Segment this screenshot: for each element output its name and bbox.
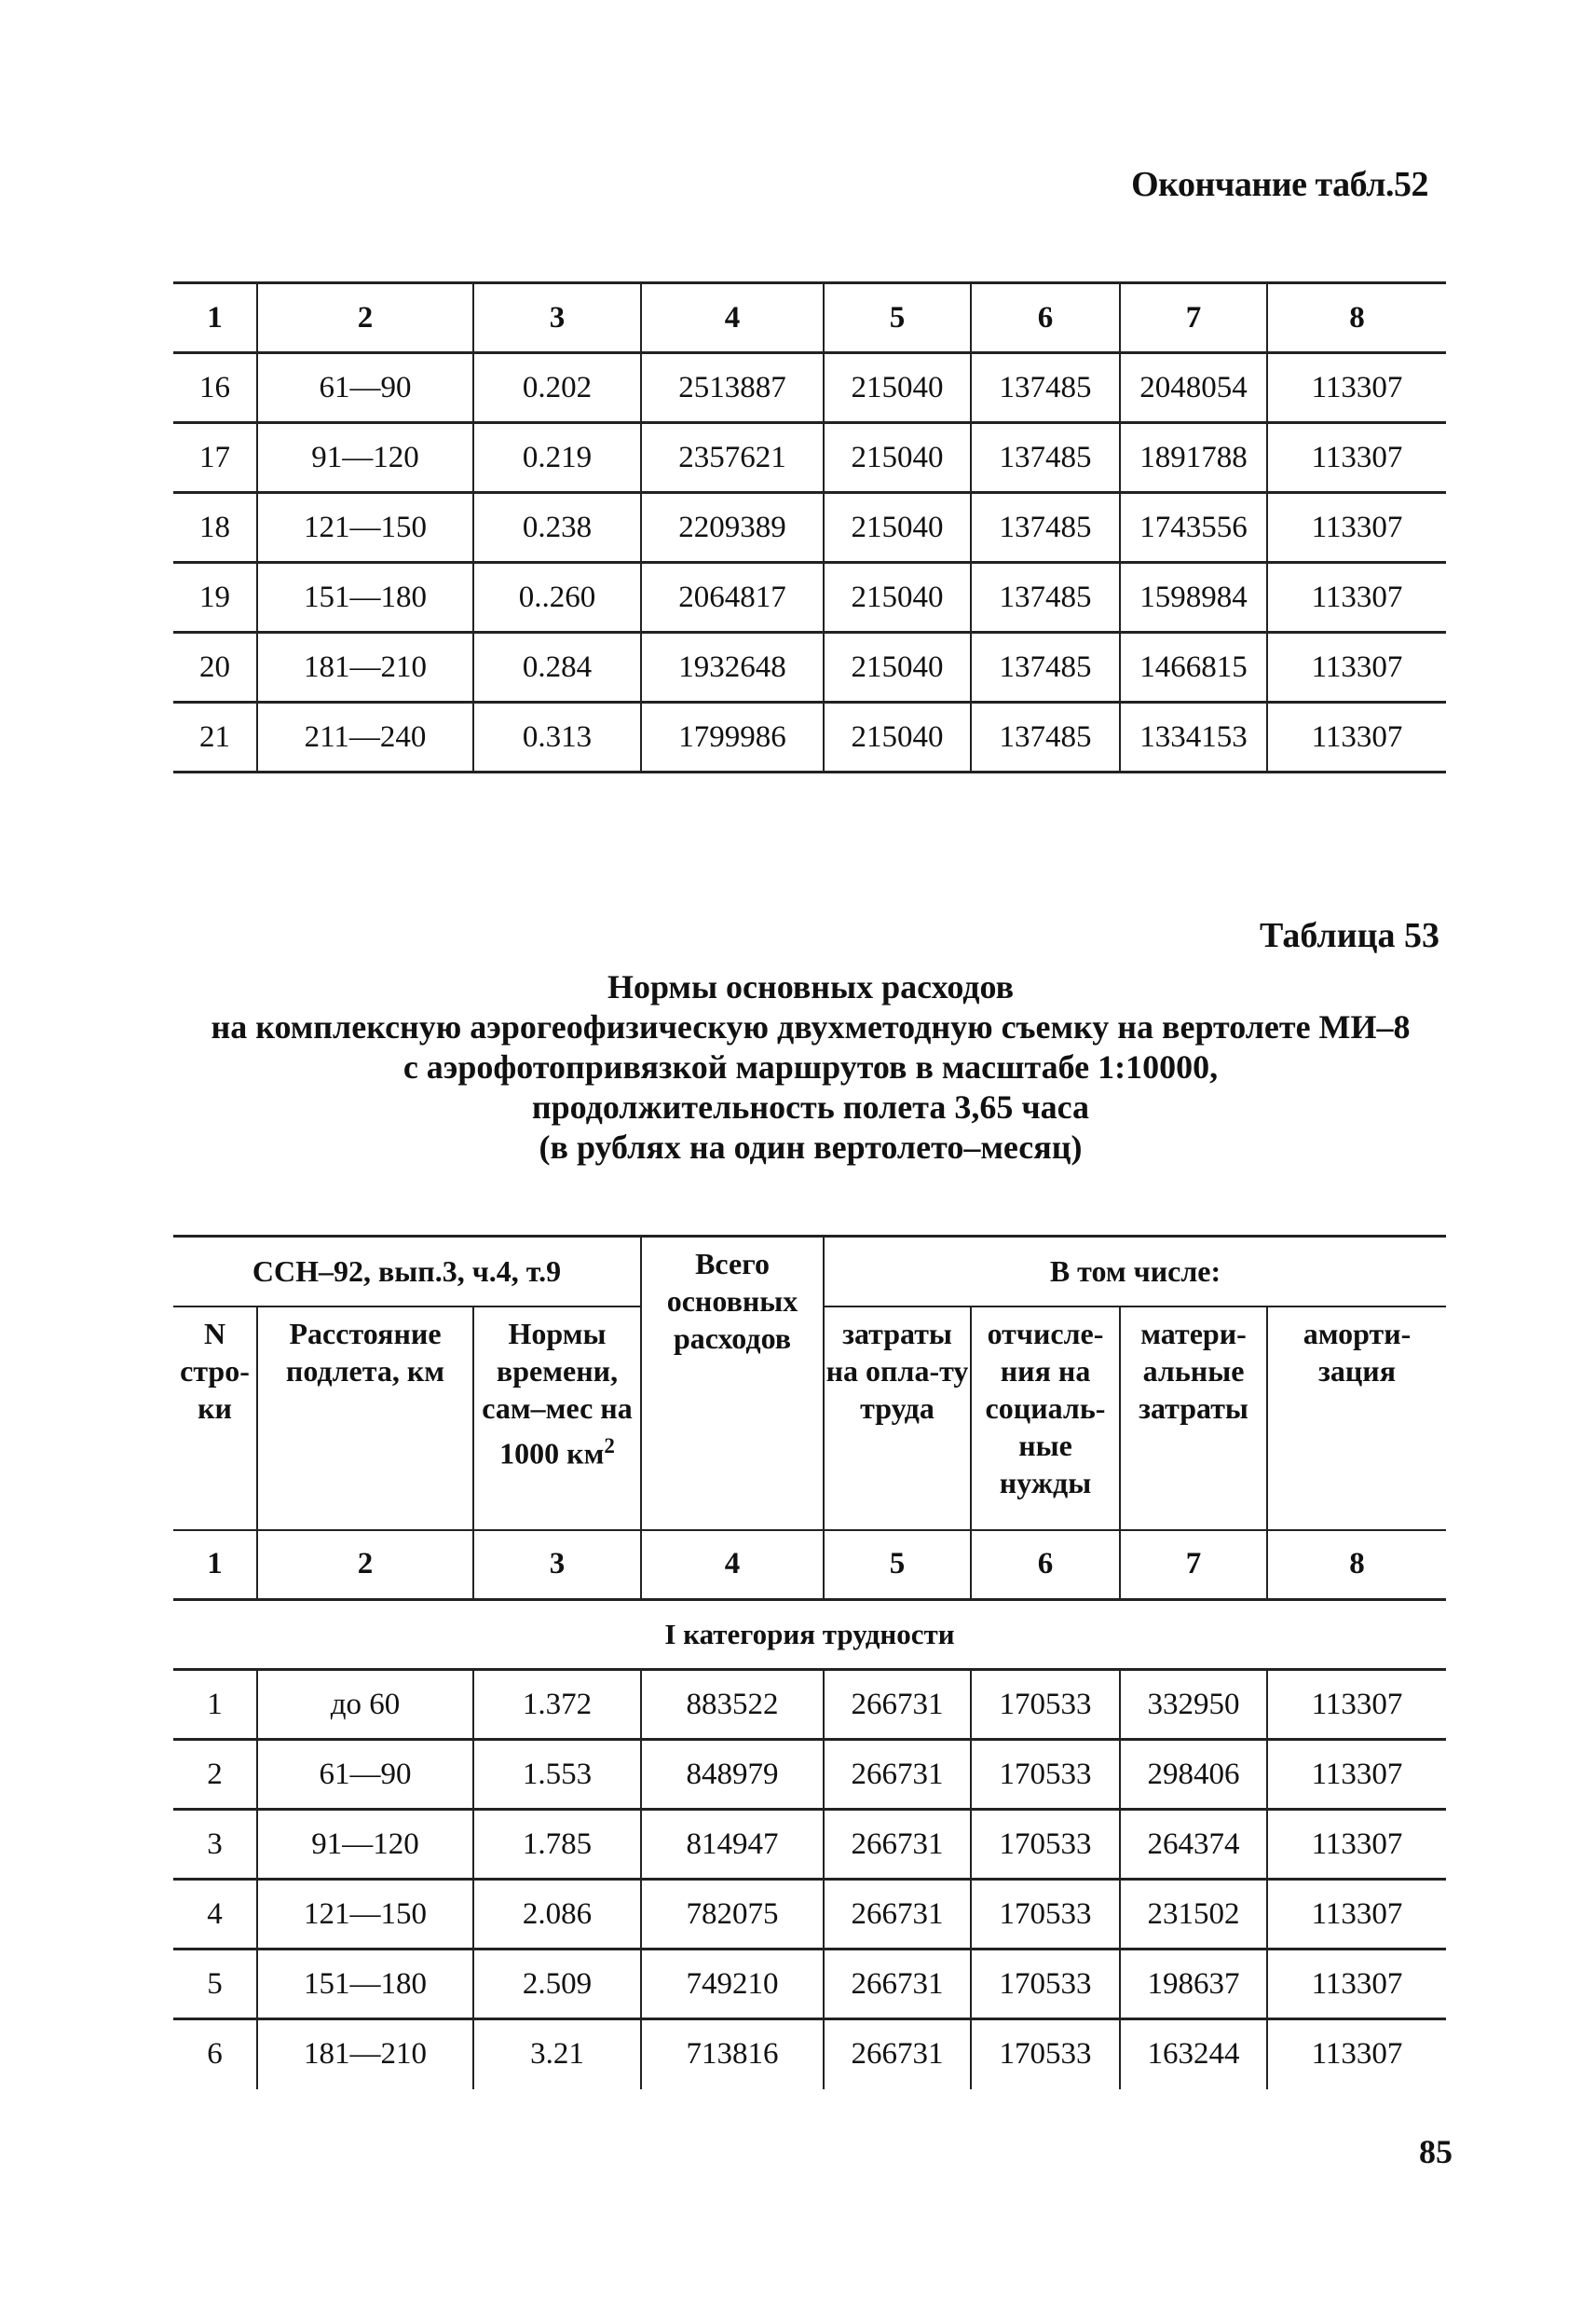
- column-number: 2: [257, 1530, 473, 1600]
- table-52-header-row: [173, 283, 1446, 353]
- table-cell: 137485: [971, 633, 1120, 703]
- table-cell: 266731: [824, 2019, 971, 2089]
- table-cell: 113307: [1267, 2019, 1446, 2089]
- table-cell: 1.553: [473, 1740, 641, 1810]
- table-cell: 113307: [1267, 703, 1446, 773]
- table-cell: 1932648: [641, 633, 824, 703]
- table-cell: 215040: [824, 423, 971, 493]
- table-row: [173, 563, 1446, 633]
- table-cell: 170533: [971, 1670, 1120, 1740]
- table-cell: 170533: [971, 1880, 1120, 1949]
- table-cell: 0.313: [473, 703, 641, 773]
- table-cell: 266731: [824, 1880, 971, 1949]
- table-cell: 198637: [1120, 1949, 1267, 2019]
- table-cell: 264374: [1120, 1810, 1267, 1880]
- table-cell: 814947: [641, 1810, 824, 1880]
- column-number: 1: [207, 1547, 223, 1581]
- table-row: [173, 493, 1446, 563]
- table-row: [173, 353, 1446, 423]
- table-cell: 61—90: [257, 353, 473, 423]
- table-cell: 151—180: [257, 563, 473, 633]
- table-cell: 215040: [824, 703, 971, 773]
- header-row-1: [173, 1237, 1446, 1306]
- table-cell: 181—210: [257, 633, 473, 703]
- header-row-number: N стро-ки: [180, 1316, 250, 1425]
- table-cell: 113307: [1267, 353, 1446, 423]
- table-cell: 2209389: [641, 493, 824, 563]
- table-row: [173, 633, 1446, 703]
- table-cell: 137485: [971, 423, 1120, 493]
- header-distance: Расстояние подлета, км: [257, 1306, 473, 1530]
- column-number: 6: [971, 1530, 1120, 1600]
- table-cell: 266731: [824, 1810, 971, 1880]
- header-cell: 3: [473, 283, 641, 353]
- table-cell: 170533: [971, 1740, 1120, 1810]
- title-line: (в рублях на один вертолето–месяц): [539, 1129, 1083, 1166]
- continuation-caption: Окончание табл.52: [1131, 165, 1428, 204]
- header-cell: 6: [971, 283, 1120, 353]
- table-cell: 2064817: [641, 563, 824, 633]
- title-line: продолжительность полета 3,65 часа: [531, 1088, 1090, 1126]
- table-cell: 713816: [641, 2019, 824, 2089]
- table-cell: 4: [207, 1896, 223, 1931]
- table-cell: 113307: [1267, 1810, 1446, 1880]
- table-cell: 2: [207, 1757, 223, 1791]
- table-cell: 170533: [971, 1810, 1120, 1880]
- table-cell: 113307: [1267, 1880, 1446, 1949]
- header-norms-cell: [473, 1306, 641, 1530]
- table-53-title: [130, 967, 1491, 1168]
- header-cell: 7: [1120, 283, 1267, 353]
- table-cell: 0.219: [473, 423, 641, 493]
- table-cell: 0.202: [473, 353, 641, 423]
- table-row: [173, 1740, 1446, 1810]
- table-cell: 21: [199, 719, 230, 754]
- table-cell: 61—90: [257, 1740, 473, 1810]
- table-cell: 0.238: [473, 493, 641, 563]
- table-cell: 1334153: [1120, 703, 1267, 773]
- table-cell: 137485: [971, 563, 1120, 633]
- table-cell: 332950: [1120, 1670, 1267, 1740]
- column-number-row: [173, 1530, 1446, 1600]
- table-cell: 6: [207, 2037, 223, 2072]
- table-cell: 2.086: [473, 1880, 641, 1949]
- table-row: [173, 703, 1446, 773]
- column-number: 8: [1267, 1530, 1446, 1600]
- table-53-label: Таблица 53: [1259, 916, 1439, 955]
- category-label: I категория трудности: [664, 1618, 955, 1650]
- column-number: 5: [824, 1530, 971, 1600]
- header-labor-costs: затраты на опла-ту труда: [824, 1306, 971, 1530]
- header-norms-superscript: 2: [604, 1432, 615, 1457]
- header-cell: 2: [257, 283, 473, 353]
- table-cell: 883522: [641, 1670, 824, 1740]
- header-material-costs: матери-альные затраты: [1120, 1306, 1267, 1530]
- table-cell: 1743556: [1120, 493, 1267, 563]
- table-cell: 137485: [971, 353, 1120, 423]
- table-cell: 121—150: [257, 493, 473, 563]
- table-cell: 113307: [1267, 493, 1446, 563]
- table-cell: 113307: [1267, 1949, 1446, 2019]
- table-cell: 113307: [1267, 633, 1446, 703]
- table-cell: 2.509: [473, 1949, 641, 2019]
- table-cell: 0.284: [473, 633, 641, 703]
- table-cell: 113307: [1267, 1670, 1446, 1740]
- header-norms: Нормы времени, сам–мес на 1000 км: [482, 1316, 633, 1471]
- table-cell: 298406: [1120, 1740, 1267, 1810]
- title-line: Нормы основных расходов: [607, 968, 1015, 1006]
- table-cell: 16: [199, 370, 230, 404]
- table-cell: 215040: [824, 563, 971, 633]
- table-cell: 91—120: [257, 1810, 473, 1880]
- table-cell: 91—120: [257, 423, 473, 493]
- table-cell: 113307: [1267, 1740, 1446, 1810]
- table-cell: 782075: [641, 1880, 824, 1949]
- table-cell: 266731: [824, 1740, 971, 1810]
- title-line: с аэрофотопривязкой маршрутов в масштабе 1:10000,: [402, 1048, 1219, 1086]
- table-cell: 1.785: [473, 1810, 641, 1880]
- header-including: В том числе:: [824, 1237, 1446, 1306]
- table-row: [173, 1810, 1446, 1880]
- table-cell: 2357621: [641, 423, 824, 493]
- table-row: [173, 1949, 1446, 2019]
- table-cell: 266731: [824, 1670, 971, 1740]
- header-ssn-group: ССН–92, вып.3, ч.4, т.9: [173, 1237, 641, 1306]
- table-cell: 170533: [971, 1949, 1120, 2019]
- table-cell: 181—210: [257, 2019, 473, 2089]
- table-cell: 170533: [971, 2019, 1120, 2089]
- header-amortization: аморти-зация: [1267, 1306, 1446, 1530]
- table-cell: 1799986: [641, 703, 824, 773]
- table-52-continuation: [173, 281, 1446, 773]
- table-cell: 848979: [641, 1740, 824, 1810]
- table-cell: до 60: [257, 1670, 473, 1740]
- table-row: [173, 423, 1446, 493]
- table-cell: 18: [199, 510, 230, 544]
- table-cell: 19: [199, 580, 230, 614]
- table-cell: 137485: [971, 493, 1120, 563]
- table-cell: 0..260: [473, 563, 641, 633]
- table-cell: 266731: [824, 1949, 971, 2019]
- table-cell: 163244: [1120, 2019, 1267, 2089]
- table-cell: 3: [207, 1826, 223, 1861]
- table-cell: 5: [207, 1966, 223, 2001]
- table-cell: 1: [207, 1687, 223, 1721]
- category-row: [173, 1600, 1446, 1670]
- table-cell: 2048054: [1120, 353, 1267, 423]
- table-cell: 215040: [824, 353, 971, 423]
- table-cell: 215040: [824, 493, 971, 563]
- table-cell: 121—150: [257, 1880, 473, 1949]
- page-number: 85: [1419, 2133, 1453, 2170]
- table-cell: 1.372: [473, 1670, 641, 1740]
- table-cell: 17: [199, 440, 230, 474]
- header-social-contributions: отчисле-ния на социаль-ные нужды: [971, 1306, 1120, 1530]
- column-number: 7: [1120, 1530, 1267, 1600]
- table-row: [173, 1880, 1446, 1949]
- header-cell: 1: [207, 300, 223, 335]
- table-53: [173, 1235, 1446, 2089]
- table-cell: 231502: [1120, 1880, 1267, 1949]
- table-cell: 215040: [824, 633, 971, 703]
- table-cell: 113307: [1267, 423, 1446, 493]
- table-row: [173, 2019, 1446, 2089]
- header-cell: 4: [641, 283, 824, 353]
- header-cell: 8: [1267, 283, 1446, 353]
- table-cell: 3.21: [473, 2019, 641, 2089]
- title-line: на комплексную аэрогеофизическую двухметодную съемку на вертолете МИ–8: [211, 1008, 1411, 1046]
- table-cell: 1466815: [1120, 633, 1267, 703]
- table-cell: 113307: [1267, 563, 1446, 633]
- table-cell: 749210: [641, 1949, 824, 2019]
- column-number: 4: [641, 1530, 824, 1600]
- table-cell: 211—240: [257, 703, 473, 773]
- table-cell: 137485: [971, 703, 1120, 773]
- header-total: Всего основных расходов: [641, 1237, 824, 1530]
- table-cell: 1891788: [1120, 423, 1267, 493]
- table-row: [173, 1670, 1446, 1740]
- table-cell: 2513887: [641, 353, 824, 423]
- header-cell: 5: [824, 283, 971, 353]
- table-cell: 20: [199, 650, 230, 684]
- column-number: 3: [473, 1530, 641, 1600]
- table-cell: 151—180: [257, 1949, 473, 2019]
- table-cell: 1598984: [1120, 563, 1267, 633]
